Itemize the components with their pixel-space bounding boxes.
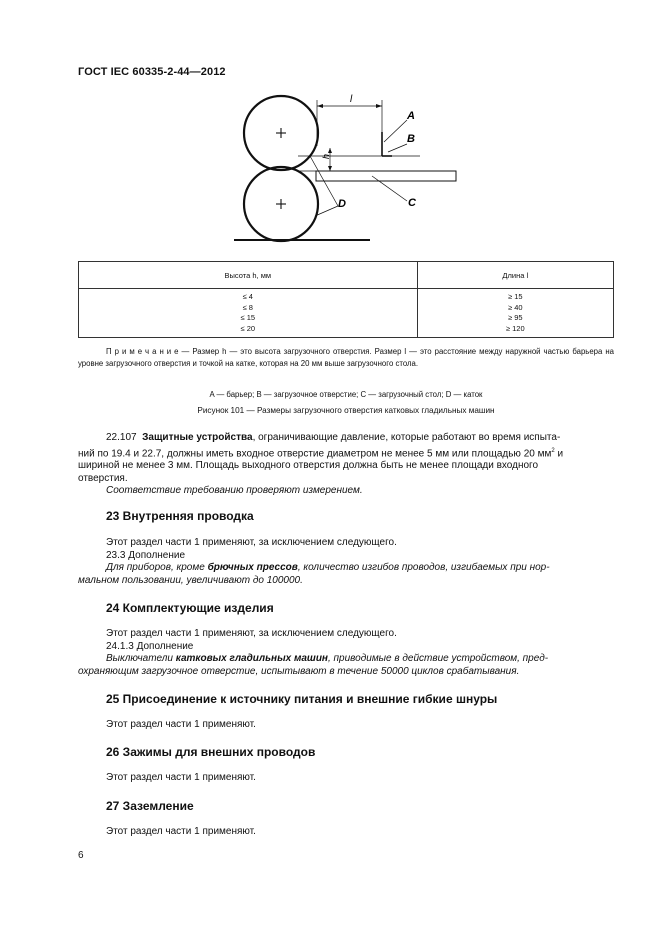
table-header-length: Длина l — [417, 262, 613, 289]
section-27-text: Этот раздел части 1 применяют. — [106, 826, 256, 837]
section-25-text: Этот раздел части 1 применяют. — [106, 719, 256, 730]
length-cell: ≥ 120 — [505, 323, 525, 333]
label-c: C — [408, 197, 416, 209]
length-cell: ≥ 40 — [508, 302, 523, 312]
section-24-body: Этот раздел части 1 применяют, за исключением следующего. 24.1.3 Дополнение Выключатели катковых гладильных машин, приводимые в действие устройством, пред- охраняющим загрузочное отверстие, испытывают в течение 50000 циклов срабатывания. — [78, 628, 549, 677]
length-cell: ≥ 15 — [508, 292, 523, 301]
compliance-text: Соответствие требованию проверяют измерением. — [106, 485, 363, 497]
roller-diagram — [220, 86, 490, 246]
note-label: П р и м е ч а н и е — — [106, 347, 193, 356]
loading-table — [316, 171, 456, 181]
clause-term: Защитные устройства — [142, 432, 253, 443]
section-24-heading: 24 Комплектующие изделия — [106, 601, 274, 615]
section-26-heading: 26 Зажимы для внешних проводов — [106, 745, 316, 759]
page-number: 6 — [78, 850, 84, 861]
figure-legend: A — барьер; B — загрузочное отверстие; C — загрузочный стол; D — каток — [209, 390, 483, 399]
clause-22-107: 22.107 Защитные устройства, ограничивающие давление, которые работают во время испыта- ний по 19.4 и 22.7, должны иметь входное отверстие диаметром не менее 5 мм или площадью 20 $мм^2$ и шириной не менее 3 мм. Площадь выходного отверстия должна быть не менее площади входного отверстия. Соответствие требованию проверяют измерением. — [78, 432, 614, 498]
height-cell: ≤ 8 — [242, 302, 253, 312]
label-d: D — [338, 198, 346, 210]
note-text: Размер h — это высота загрузочного отверстия. Размер l — это расстояние между наружной частью барьера на уровне загрузочного отверстия и точкой на катке, которая на 20 мм выше загрузочного стола. — [78, 347, 615, 368]
figure-note — [78, 346, 614, 370]
label-b: B — [407, 133, 415, 145]
document-header: ГОСТ IEC 60335-2-44—2012 — [78, 66, 226, 78]
section-23-body: Этот раздел части 1 применяют, за исключением следующего. 23.3 Дополнение Для приборов, кроме брючных прессов, количество изгибов проводов, изгибаемых при нор- мальном пользовании, увеличивают до 100000. — [78, 537, 550, 586]
height-cell: ≤ 15 — [240, 313, 256, 322]
label-a: A — [407, 110, 415, 122]
dim-h-label: h — [321, 153, 331, 159]
table-row — [79, 289, 614, 338]
dim-l-label: l — [350, 94, 353, 105]
dimensions-table — [78, 261, 614, 338]
section-25-heading: 25 Присоединение к источнику питания и внешние гибкие шнуры — [106, 692, 498, 706]
height-cell: ≤ 4 — [242, 292, 253, 301]
figure-caption: Рисунок 101 — Размеры загрузочного отверстия катковых гладильных машин — [197, 406, 495, 415]
height-cell: ≤ 20 — [240, 323, 256, 333]
length-cell: ≥ 95 — [508, 313, 523, 322]
clause-number: 22.107 — [106, 432, 137, 443]
section-27-heading: 27 Заземление — [106, 799, 194, 813]
table-header-height: Высота h, мм — [79, 262, 418, 289]
section-26-text: Этот раздел части 1 применяют. — [106, 772, 256, 783]
height-values — [79, 289, 418, 338]
section-23-heading: 23 Внутренняя проводка — [106, 509, 254, 523]
length-values — [417, 289, 613, 338]
